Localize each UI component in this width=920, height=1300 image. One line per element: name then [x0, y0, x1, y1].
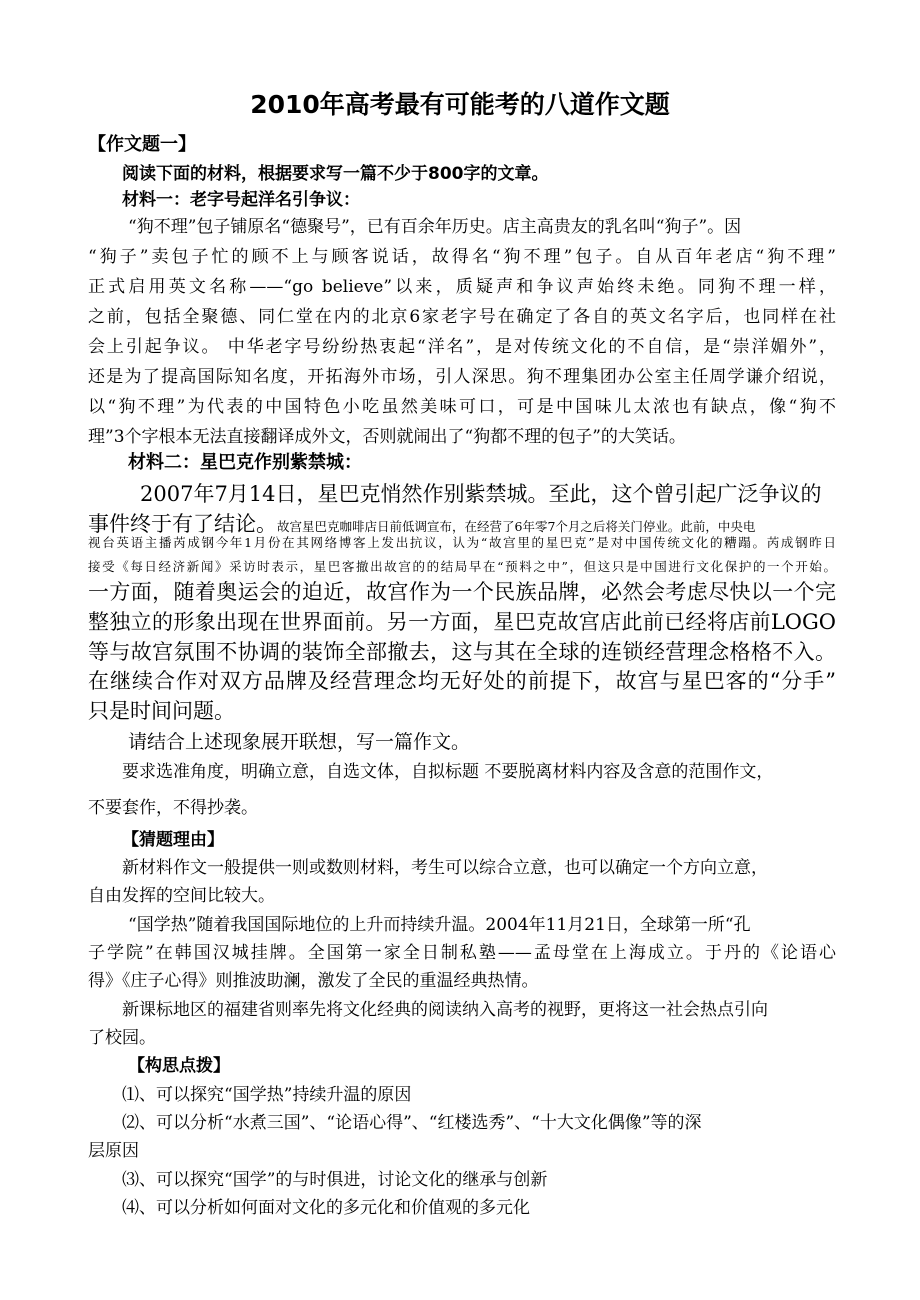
- page-title: 2010年高考最有可能考的八道作文题: [250, 90, 670, 119]
- paragraph-line: 正式启用英文名称——“go believe”以来，质疑声和争议声始终未绝。同狗不理一样，: [88, 277, 836, 297]
- topic1-heading: 【作文题一】: [88, 134, 196, 155]
- paragraph-line: “国学热”随着我国国际地位的上升而持续升温。2004年11月21日，全球第一所“孔: [128, 915, 751, 935]
- requirements-line: 不要套作，不得抄袭。: [88, 798, 258, 818]
- paragraph-line: 会上引起争议。 中华老字号纷纷热衷起“洋名”，是对传统文化的不自信，是“崇洋媚外”，: [88, 337, 836, 357]
- paragraph-line-small: 接受《每日经济新闻》采访时表示，星巴客撤出故宫的的结局早在“预料之中”，但这只是中国进行文化保护的一个开始。: [88, 559, 836, 574]
- paragraph-line: 一方面，随着奥运会的迫近，故宫作为一个民族品牌，必然会考虑尽快以一个完: [88, 580, 836, 604]
- paragraph-line: 只是时间问题。: [88, 699, 235, 723]
- paragraph-line: 得》《庄子心得》则推波助澜，激发了全民的重温经典热情。: [88, 971, 539, 991]
- paragraph-line: 新材料作文一般提供一则或数则材料，考生可以综合立意，也可以确定一个方向立意，: [122, 858, 768, 878]
- paragraph-line-small: 视台英语主播芮成钢今年1月份在其网络博客上发出抗议，认为“故宫里的星巴克”是对中国传统文化的糟蹋。芮成钢昨日: [88, 535, 836, 550]
- paragraph-line: 等与故宫氛围不协调的装饰全部撤去，这与其在全球的连锁经营理念格格不入。: [88, 640, 836, 664]
- paragraph-line: “狗不理”包子铺原名“德聚号”，已有百余年历史。店主高贵友的乳名叫“狗子”。因: [128, 217, 742, 237]
- text-run-small: 故宫星巴克咖啡店日前低调宣布，在经营了6年零7个月之后将关门停业。此前，中央电: [277, 519, 756, 534]
- paragraph-line: 以“狗不理”为代表的中国特色小吃虽然美味可口，可是中国味儿太浓也有缺点，像“狗不: [88, 397, 836, 417]
- paragraph-line: 在继续合作对双方品牌及经营理念均无好处的前提下，故宫与星巴客的“分手”: [88, 669, 836, 693]
- list-item: ⑷、可以分析如何面对文化的多元化和价值观的多元化: [122, 1198, 530, 1218]
- list-item: ⑴、可以探究“国学热”持续升温的原因: [122, 1085, 412, 1105]
- paragraph-line: 新课标地区的福建省则率先将文化经典的阅读纳入高考的视野，更将这一社会热点引向: [122, 1000, 768, 1020]
- paragraph-line: 2007年7月14日，星巴克悄然作别紫禁城。至此，这个曾引起广泛争议的: [140, 482, 822, 506]
- paragraph-line: 整独立的形象出现在世界面前。另一方面，星巴克故宫店此前已经将店前LOGO: [88, 610, 836, 634]
- paragraph-line: “狗子”卖包子忙的顾不上与顾客说话，故得名“狗不理”包子。自从百年老店“狗不理”: [88, 247, 836, 267]
- material2-title: 材料二：星巴克作别紫禁城：: [128, 452, 362, 473]
- paragraph-line: 之前，包括全聚德、同仁堂在内的北京6家老字号在确定了各自的英文名字后，也同样在社: [88, 307, 836, 327]
- paragraph-line: 还是为了提高国际知名度，开拓海外市场，引人深思。狗不理集团办公室主任周学谦介绍说，: [88, 367, 836, 387]
- paragraph-line: 了校园。: [88, 1028, 156, 1048]
- material1-title: 材料一：老字号起洋名引争议：: [122, 190, 360, 210]
- paragraph-line: 自由发挥的空间比较大。: [88, 886, 275, 906]
- reason-heading: 【猜题理由】: [122, 830, 224, 850]
- text-run-large: 事件终于有了结论。: [88, 512, 277, 536]
- list-item: ⑵、可以分析“水煮三国”、“论语心得”、“红楼选秀”、“十大文化偶像”等的深: [122, 1113, 702, 1133]
- ideas-heading: 【构思点拨】: [128, 1056, 230, 1076]
- list-item: ⑶、可以探究“国学”的与时俱进，讨论文化的继承与创新: [122, 1170, 548, 1190]
- requirements-line: 要求选准角度，明确立意，自选文体，自拟标题 不要脱离材料内容及含意的范围作文，: [122, 762, 774, 782]
- instruction-text: 阅读下面的材料，根据要求写一篇不少于800字的文章。: [122, 164, 549, 184]
- prompt-line: 请结合上述现象展开联想，写一篇作文。: [128, 731, 471, 753]
- list-item-continuation: 层原因: [88, 1141, 139, 1161]
- paragraph-line: 理”3个字根本无法直接翻译成外文，否则就闹出了“狗都不理的包子”的大笑话。: [88, 427, 686, 447]
- paragraph-line: 子学院”在韩国汉城挂牌。全国第一家全日制私塾——孟母堂在上海成立。于丹的《论语心: [88, 943, 836, 963]
